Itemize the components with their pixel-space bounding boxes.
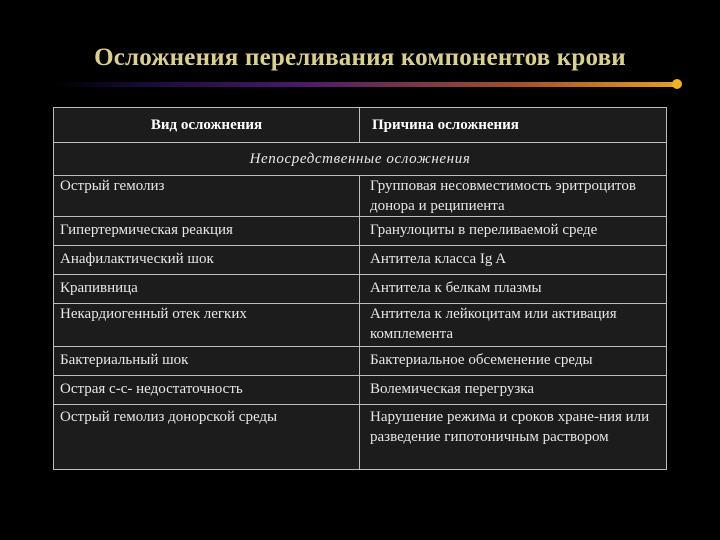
table-row xyxy=(54,246,667,275)
header-type: Вид осложнения xyxy=(54,108,360,143)
cell-type: Острый гемолиз донорской среды xyxy=(54,405,360,470)
table-row xyxy=(54,275,667,304)
cell-cause: Гранулоциты в переливаемой среде xyxy=(360,217,667,246)
cell-cause: Антитела к лейкоцитам или активация комплемента xyxy=(360,304,667,347)
cell-cause: Антитела к белкам плазмы xyxy=(360,275,667,304)
cell-cause: Нарушение режима и сроков хране-ния или разведение гипотоничным раствором xyxy=(360,405,667,470)
cell-type: Гипертермическая реакция xyxy=(54,217,360,246)
cell-type: Крапивница xyxy=(54,275,360,304)
table-row xyxy=(54,304,667,347)
table-header-row xyxy=(54,108,667,143)
cell-type: Острая с-с- недостаточность xyxy=(54,376,360,405)
section-label: Непосредственные осложнения xyxy=(54,143,667,176)
complications-table xyxy=(53,107,667,470)
title-divider xyxy=(52,82,680,87)
cell-cause: Волемическая перегрузка xyxy=(360,376,667,405)
table-row xyxy=(54,217,667,246)
header-cause: Причина осложнения xyxy=(360,108,667,143)
title-divider-dot xyxy=(672,79,682,89)
cell-cause: Антитела класса Ig A xyxy=(360,246,667,275)
section-row xyxy=(54,143,667,176)
cell-cause: Групповая несовместимость эритроцитов донора и реципиента xyxy=(360,176,667,217)
table-row xyxy=(54,347,667,376)
table-row xyxy=(54,405,667,470)
cell-type: Острый гемолиз xyxy=(54,176,360,217)
cell-type: Бактериальный шок xyxy=(54,347,360,376)
slide-title: Осложнения переливания компонентов крови xyxy=(94,44,626,71)
table-row xyxy=(54,176,667,217)
cell-cause: Бактериальное обсеменение среды xyxy=(360,347,667,376)
cell-type: Некардиогенный отек легких xyxy=(54,304,360,347)
cell-type: Анафилактический шок xyxy=(54,246,360,275)
table-row xyxy=(54,376,667,405)
